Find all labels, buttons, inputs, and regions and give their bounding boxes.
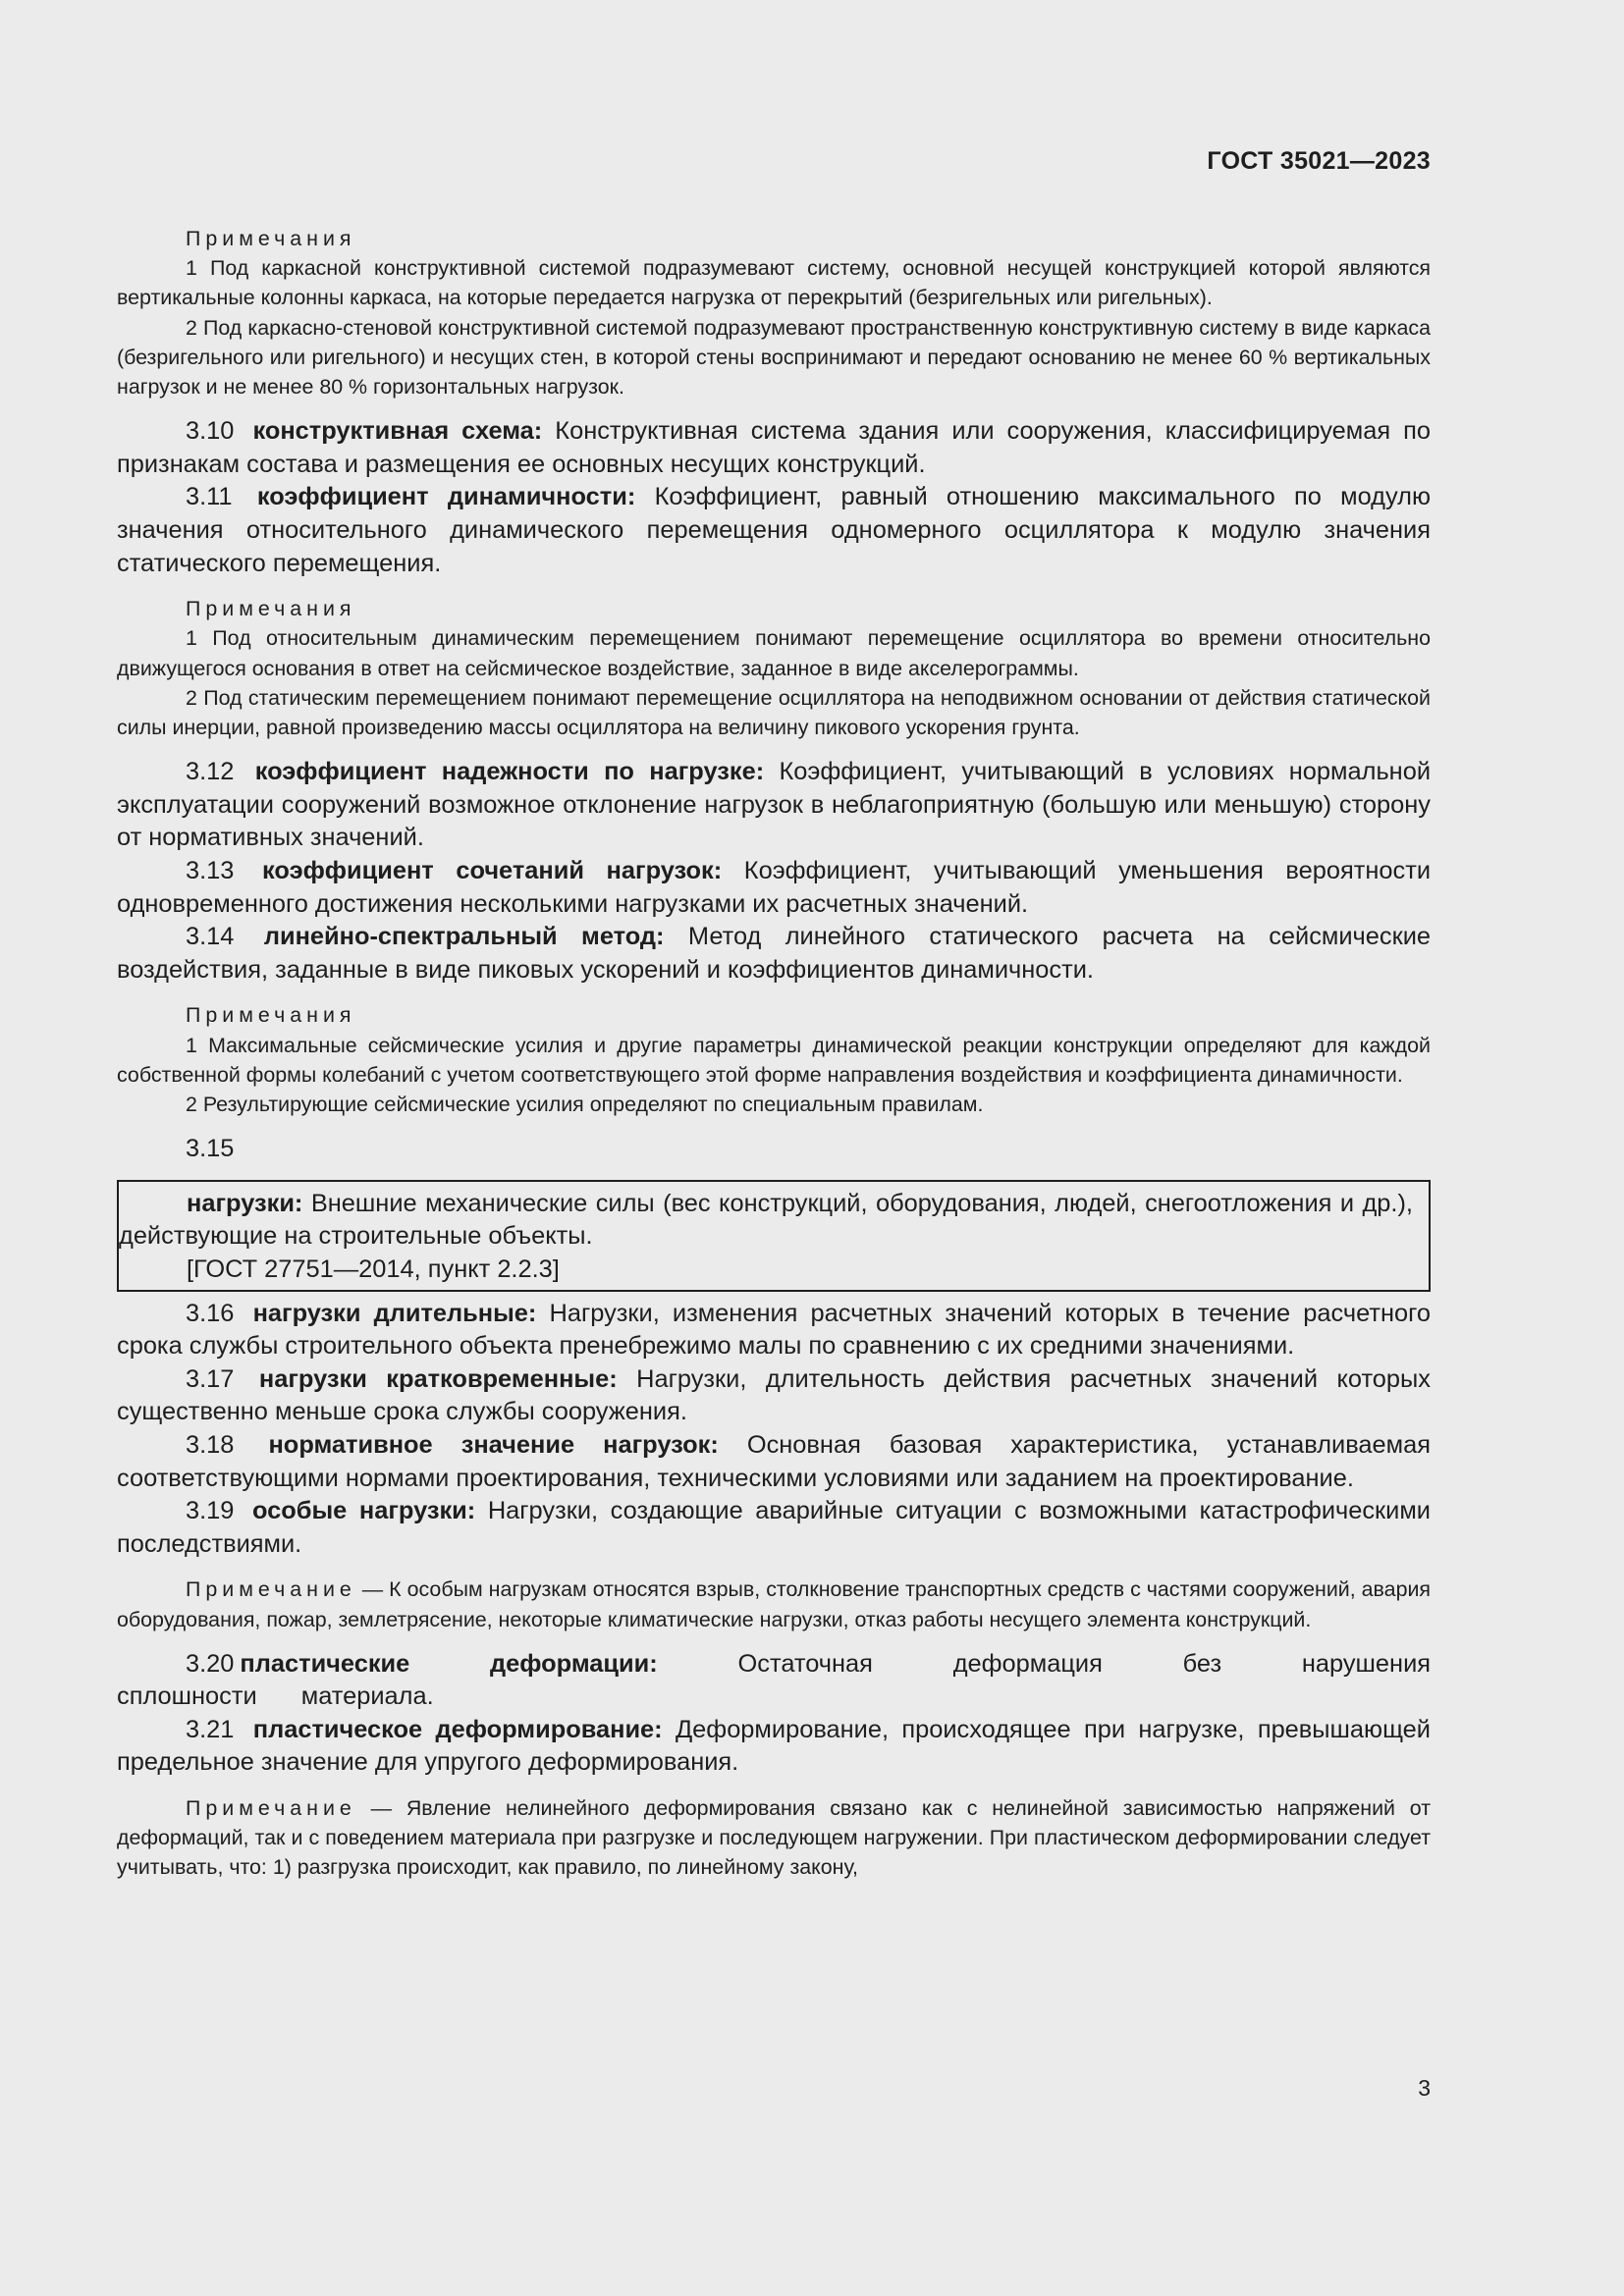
definition-text: Метод линейного статического расчета на сейсмические воздействия, заданные в виде пиковых ускорений и коэффициентов динамичности. [117,923,1431,984]
page-content [117,224,1431,1883]
definition-number: 3.19 [186,1497,235,1525]
definition-text: Внешние механические силы (вес конструкций, оборудования, людей, снегоотложения и др.), действующие на строительные объекты. [119,1189,1413,1251]
definition-3-15 [119,1188,1413,1254]
definition-text: Нагрузки, создающие аварийные ситуации с возможными катастрофическими последствиями. [117,1497,1431,1558]
definition-text: Коэффициент, учитывающий в условиях нормальной эксплуатации сооружений возможное отклонение нагрузок в неблагоприятную (большую или меньшую) сторону от нормативных значений. [117,758,1431,852]
definition-text: Нагрузки, изменения расчетных значений которых в течение расчетного срока службы строительного объекта пренебрежимо малы по сравнению с их средними значениями. [117,1299,1431,1361]
definition-term: нормативное значение нагрузок: [268,1430,719,1459]
definition-term: конструктивная схема: [252,417,543,446]
definition-3-19 [117,1495,1431,1561]
definition-term: нагрузки кратковременные: [258,1364,618,1393]
definition-3-11 [117,481,1431,580]
definition-text: Остаточная деформация без нарушения сплошности материала. [117,1649,1432,1711]
definition-term: линейно-спектральный метод: [263,923,665,951]
definition-text: Коэффициент, учитывающий уменьшения вероятности одновременного достижения несколькими нагрузками их расчетных значений. [117,856,1432,918]
definition-term: пластические деформации: [240,1649,658,1678]
definition-term: нагрузки длительные: [252,1299,537,1327]
note-item: 1 Под каркасной конструктивной системой подразумевают систему, основной несущей конструкцией которой являются вертикальные колонны каркаса, на которые передается нагрузка от перекрытий (безригельных или ригельных). [117,256,1431,310]
note-label: Примечание [186,1796,356,1821]
definition-term: нагрузки: [187,1189,303,1217]
document-header: ГОСТ 35021—2023 [1207,147,1431,175]
definition-3-12 [117,756,1431,855]
definition-number: 3.17 [186,1364,235,1393]
definition-term: пластическое деформирование: [252,1715,663,1743]
definition-term: особые нагрузки: [252,1497,476,1525]
definition-number: 3.20 [186,1649,235,1678]
definition-number: 3.16 [186,1299,235,1327]
note-item: 1 Максимальные сейсмические усилия и другие параметры динамической реакции конструкции определяют для каждой собственной формы колебаний с учетом соответствующего этой форме направления воздействия и коэффициента динамичности. [117,1033,1431,1087]
note-paragraph [117,1793,1431,1883]
definition-number: 3.10 [186,417,235,446]
page-number: 3 [1418,2075,1431,2101]
definition-text: Основная базовая характеристика, устанавливаемая соответствующими нормами проектирования, техническими условиями или заданием на проектирование. [117,1430,1431,1492]
definition-3-15-number: 3.15 [186,1135,235,1163]
note-text: — Явление нелинейного деформирования связано как с нелинейной зависимостью напряжений от деформаций, так и с поведением материала при разгрузке и последующем нагружении. При пластическом деформировании следует учитывать, что: 1) разгрузка происходит, как правило, по линейному закону, [117,1796,1431,1880]
definition-term: коэффициент динамичности: [256,483,636,511]
note-item: 1 Под относительным динамическим перемещением понимают перемещение осциллятора во времени относительно движущегося основания в ответ на сейсмическое воздействие, заданное в виде акселерограммы. [117,626,1431,680]
definition-3-18 [117,1429,1431,1495]
definition-number: 3.11 [186,483,233,511]
definition-3-21 [117,1714,1431,1780]
definition-3-13 [117,855,1431,921]
definition-text: Нагрузки, длительность действия расчетных значений которых существенно меньше срока службы сооружения. [117,1364,1431,1426]
note-label: Примечание [186,1577,356,1602]
quoted-definition-box [117,1180,1431,1292]
notes-heading: Примечания [186,227,356,250]
definition-3-20 [117,1648,1431,1714]
note-paragraph [117,1575,1431,1633]
definition-term: коэффициент сочетаний нагрузок: [262,856,723,884]
definition-number: 3.18 [186,1430,235,1459]
note-text: — К особым нагрузкам относятся взрыв, столкновение транспортных средств с частями сооружений, авария оборудования, пожар, землетрясение, некоторые климатические нагрузки, отказ работы несущего элемента конструкций. [117,1577,1431,1631]
definition-source: [ГОСТ 27751—2014, пункт 2.2.3] [187,1255,560,1283]
definition-3-14 [117,921,1431,987]
definition-term: коэффициент надежности по нагрузке: [254,758,765,786]
notes-heading: Примечания [186,1003,356,1028]
definition-number: 3.14 [186,923,235,951]
definition-3-16 [117,1298,1431,1363]
note-item: 2 Результирующие сейсмические усилия определяют по специальным правилам. [186,1092,984,1116]
definition-text: Деформирование, происходящее при нагрузке, превышающей предельное значение для упругого деформирования. [117,1715,1431,1777]
notes-heading: Примечания [186,597,356,621]
note-item: 2 Под статическим перемещением понимают перемещение осциллятора на неподвижном основании от действия статической силы инерции, равной произведению массы осциллятора на величину пикового ускорения грунта. [117,685,1431,739]
definition-3-10 [117,415,1431,481]
definition-number: 3.13 [186,856,235,884]
definition-number: 3.21 [186,1715,235,1743]
definition-text: Коэффициент, равный отношению максимального по модулю значения относительного динамического перемещения одномерного осциллятора к модулю значения статического перемещения. [117,483,1431,577]
definition-number: 3.12 [186,758,235,786]
definition-3-17 [117,1363,1431,1429]
definition-text: Конструктивная система здания или сооружения, классифицируемая по признакам состава и размещения ее основных несущих конструкций. [117,417,1431,478]
note-item: 2 Под каркасно-стеновой конструктивной системой подразумевают пространственную конструктивную систему в виде каркаса (безригельного или ригельного) и несущих стен, в которой стены воспринимают и передают основанию не менее 60 % вертикальных нагрузок и не менее 80 % горизонтальных нагрузок. [117,315,1431,400]
